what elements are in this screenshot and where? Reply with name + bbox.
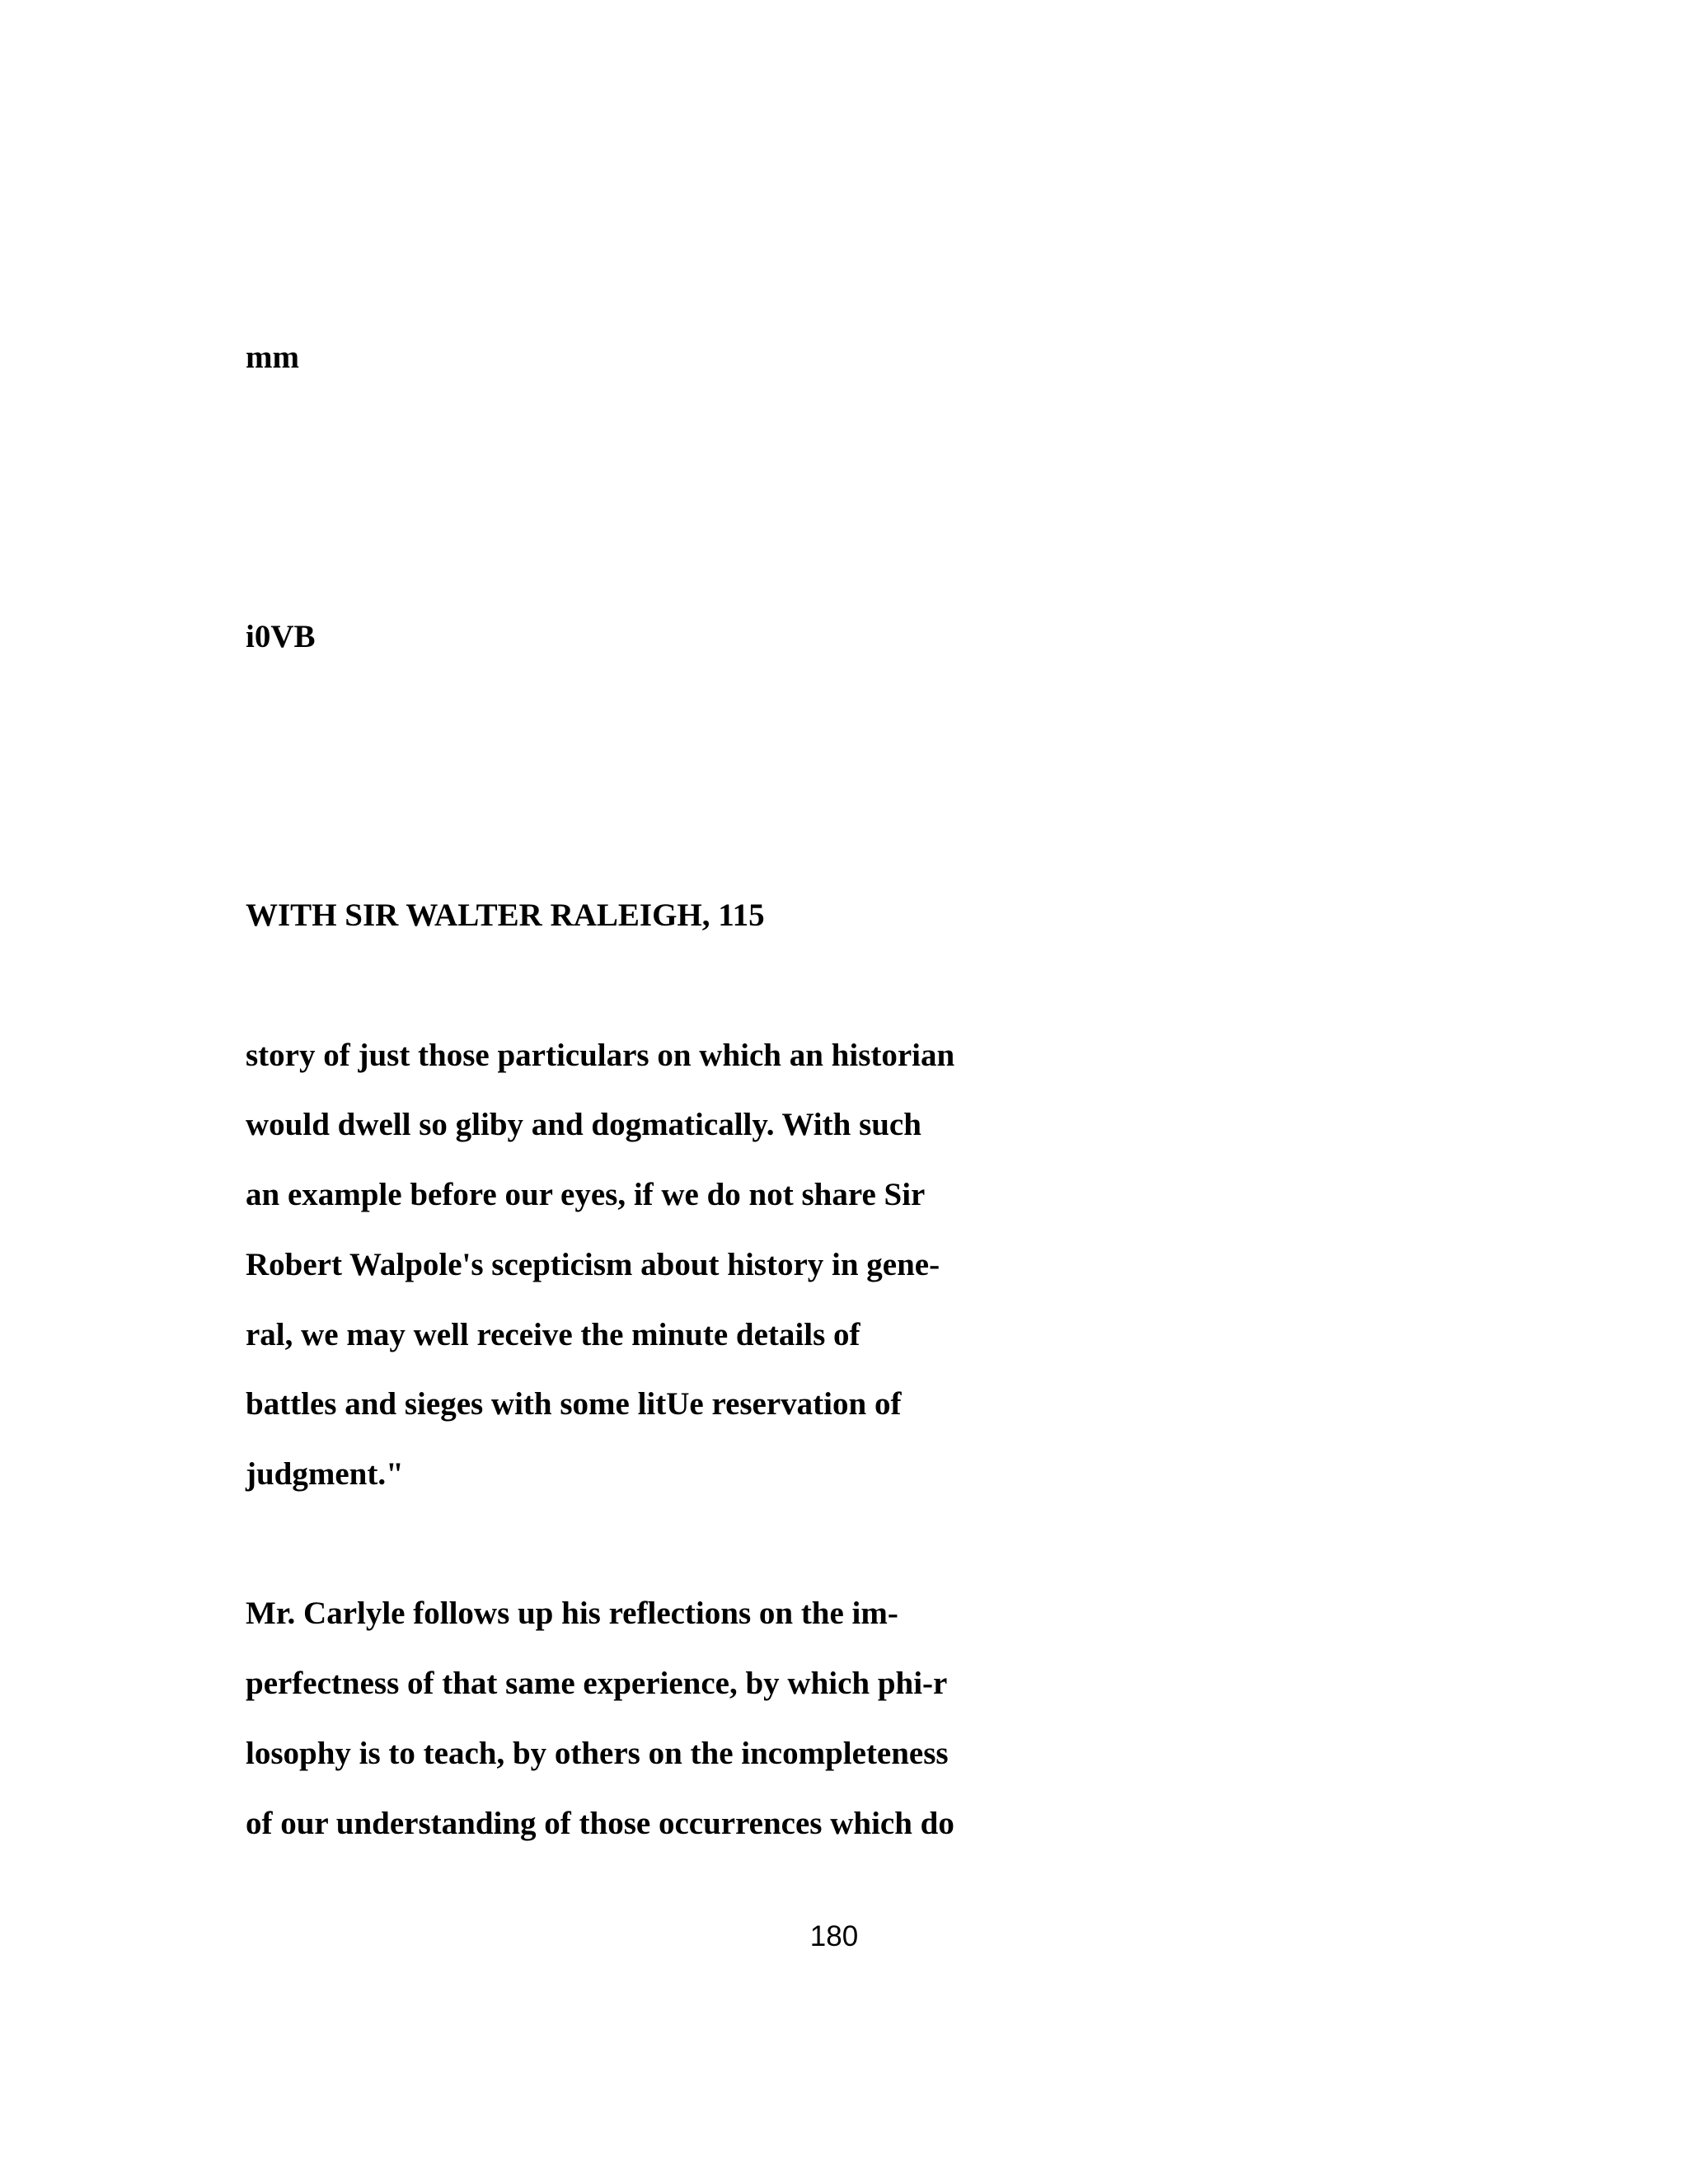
- text-line: losophy is to teach, by others on the incompleteness: [246, 1736, 949, 1771]
- stray-mark-1: mm: [246, 340, 299, 375]
- text-line: Robert Walpole's scepticism about history in gene-: [246, 1247, 940, 1282]
- text-line: perfectness of that same experience, by which phi-r: [246, 1666, 948, 1701]
- text-line: an example before our eyes, if we do not share Sir: [246, 1177, 926, 1212]
- text-line: would dwell so gliby and dogmatically. With such: [246, 1107, 921, 1142]
- text-line: Mr. Carlyle follows up his reflections on the im-: [246, 1596, 898, 1631]
- text-line: judgment.": [246, 1456, 404, 1492]
- text-line: ral, we may well receive the minute details of: [246, 1317, 860, 1352]
- stray-mark-2: i0VB: [246, 619, 316, 654]
- text-line: story of just those particulars on which an historian: [246, 1038, 955, 1073]
- page-number: 180: [809, 1920, 859, 1952]
- text-line: battles and sieges with some litUe reservation of: [246, 1386, 902, 1422]
- text-line: of our understanding of those occurrences which do: [246, 1806, 954, 1841]
- running-head: WITH SIR WALTER RALEIGH, 115: [246, 898, 765, 933]
